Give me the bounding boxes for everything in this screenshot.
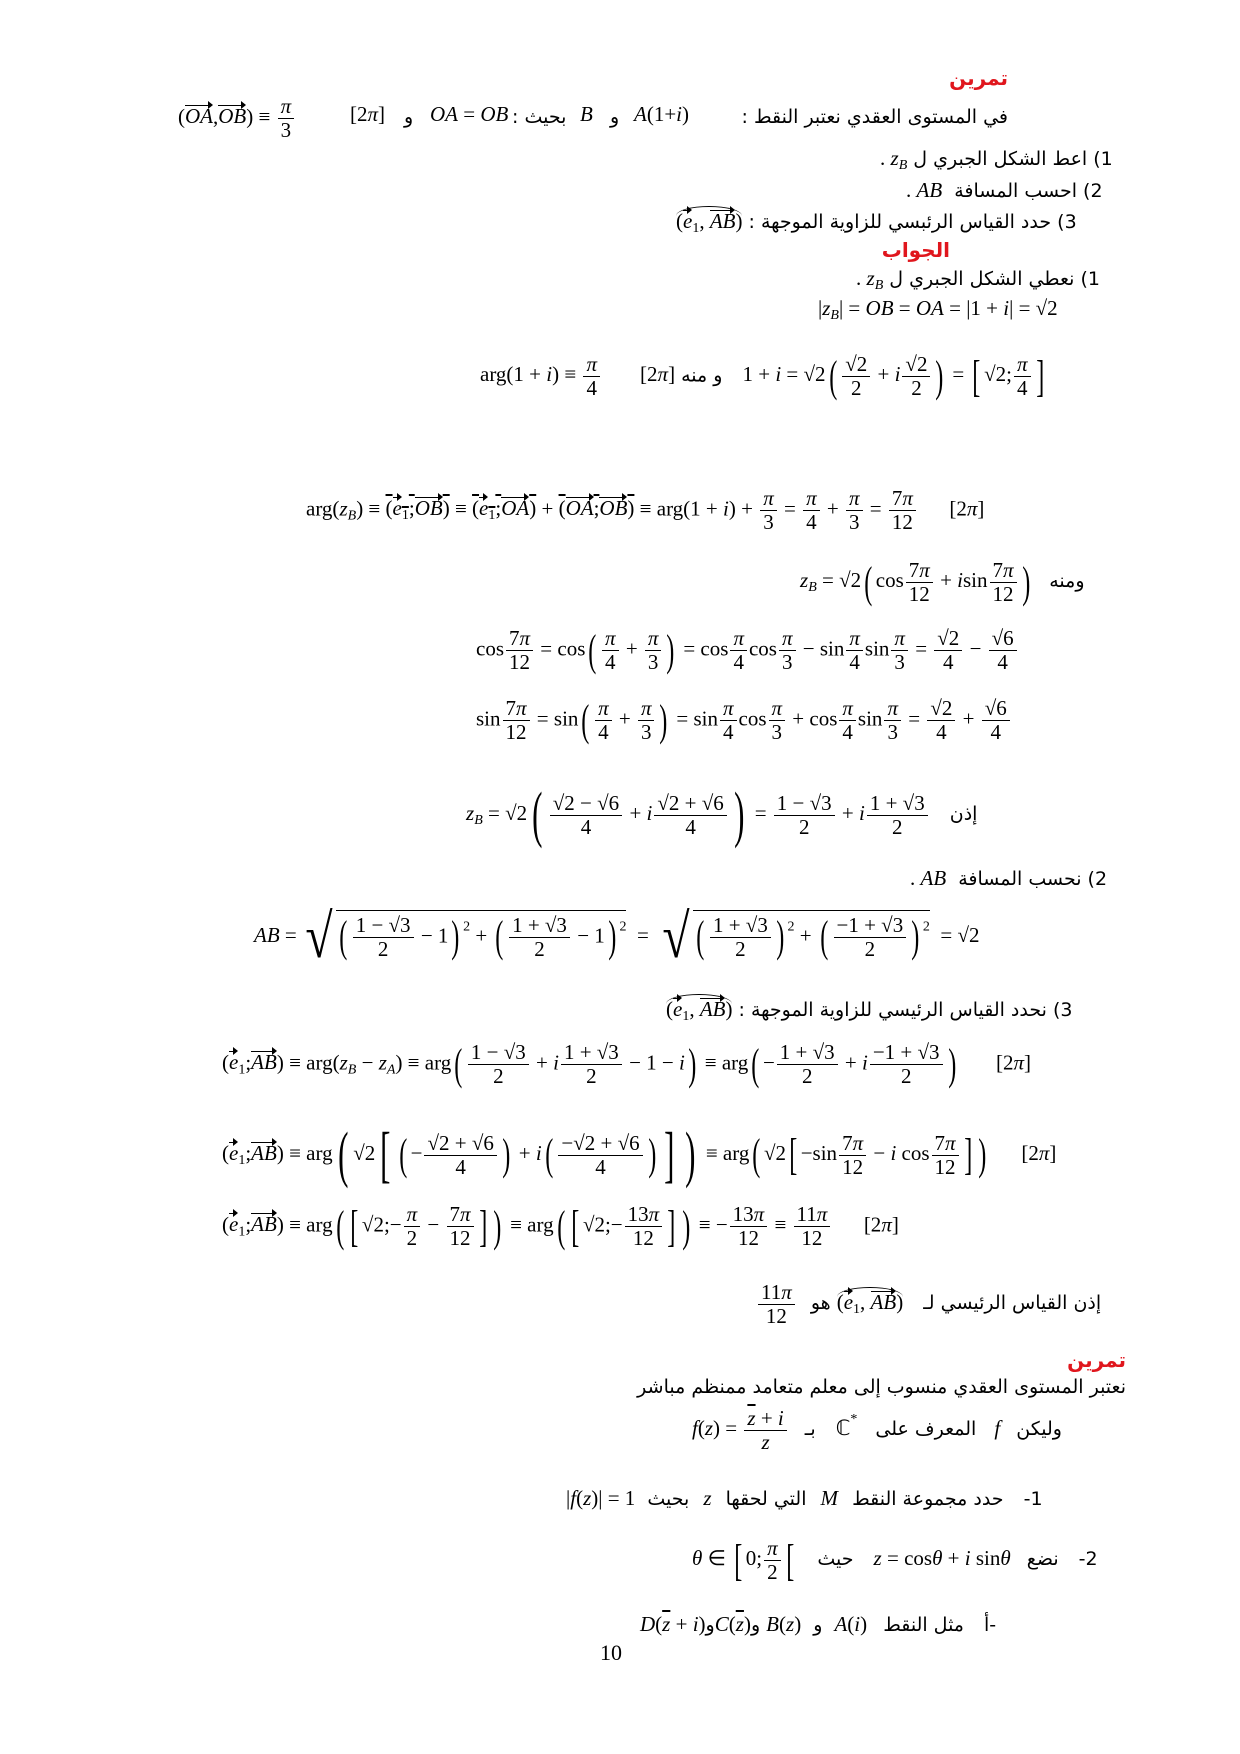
- exercise2-question-1: |f(z)| = 1 بحيث z التي لحقها M حدد مجموعة النقط -1: [566, 1486, 1043, 1510]
- answer-heading: الجواب: [881, 238, 950, 262]
- exercise2-question-a: $D(\overline{z}$ + $i)وC(\overline{z})و$ B(z) و A(i) مثل النقط -أ: [640, 1612, 997, 1636]
- zb-algebraic-form: $z_B = √2$( $\frac{√2 - √6}{4}$ + i $\frac{√2 + √6}{4}$ ) = $\frac{1 - √3}{2}$ + i $\frac{1 + √3}{2}$ إذن: [466, 781, 978, 849]
- cos-equation: cos $\frac{7\pi}{12}$ = cos( $\frac{\pi}{4}$ + $\frac{\pi}{3}$ ) = cos $\frac{\pi}{4}$ cos $\frac{\pi}{3}$ − sin $\frac{\pi}{4}$ sin $\frac{\pi}{3}$ = $\frac{√2}{4}$ − $\frac{√6}{4}$: [476, 628, 1019, 673]
- zb-trig-form: $z_B = √2$( cos $\frac{7\pi}{12}$ + isin $\frac{7\pi}{12}$ ) ومنه: [800, 557, 1085, 607]
- question-1: . $z_B$ 1) اعط الشكل الجبري ل: [880, 146, 1113, 173]
- angle-equation-3: $(e_1;AB) \equiv arg$( [ √2;− $\frac{\pi}{2}$ − $\frac{7\pi}{12}$ ] ) ≡ arg( [ √2;− $\frac{13\pi}{12}$ ] ) ≡ − $\frac{13\pi}{12}$ ≡ $\frac{11\pi}{12}$ [2π]: [222, 1201, 899, 1251]
- ab-distance-equation: AB = √ ( $\frac{1 - √3}{2}$ − 1) $^2$ + ( $\frac{1 + √3}{2}$ − 1) $^2$ = √ ( $\frac{1 + √3}{2}$ ) $^2$ + ( $\frac{-1 + √3}{2}$ ) $^2$ = √2: [254, 903, 980, 971]
- exercise2-question-2: θ ∈ [ 0; $\frac{\pi}{2}$ [ حيث z = cosθ + i sinθ نضع -2: [692, 1535, 1098, 1585]
- answer-1: . $z_B$ 1) نعطي الشكل الجبري ل: [856, 266, 1100, 293]
- page-number: 10: [600, 1640, 622, 1665]
- exercise2-line1: نعتبر المستوى العقدي منسوب إلى معلم متعامد ممنظم مباشر: [637, 1376, 1126, 1398]
- angle-equation-1: $(e_1;AB) \equiv arg(z_B - z_A) \equiv arg$( $\frac{1 - √3}{2}$ + i $\frac{1 + √3}{2}$ − 1 − i) ≡ arg( − $\frac{1 + √3}{2}$ + i $\frac{-1 + √3}{2}$ ) [2π]: [222, 1039, 1031, 1089]
- question-3: ($e_1$, AB) 3) حدد القياس الرئبسي للزاوية الموجهة :: [676, 206, 1077, 236]
- function-definition: f(z) = $\frac{\overline{z} + i}{z}$ بـ ℂ* المعرف على f وليكن: [692, 1406, 1062, 1454]
- exercise2-heading: تمرين: [1067, 1348, 1126, 1372]
- angle-equation-2: $(e_1;AB) \equiv arg$( √2[ ( − $\frac{√2 + √6}{4}$ ) + i( $\frac{-√2 + √6}{4}$ ) ] ) ≡ arg( √2[ −sin $\frac{7\pi}{12}$ − i cos $\frac{7\pi}{12}$ ] ) [2π]: [222, 1121, 1057, 1189]
- question-2: . AB 2) احسب المسافة: [906, 178, 1103, 202]
- sin-equation: sin $\frac{7\pi}{12}$ = sin( $\frac{\pi}{4}$ + $\frac{\pi}{3}$ ) = sin $\frac{\pi}{4}$ cos $\frac{\pi}{3}$ + cos $\frac{\pi}{4}$ sin $\frac{\pi}{3}$ = $\frac{√2}{4}$ + $\frac{√6}{4}$: [476, 698, 1012, 743]
- answer-2: . AB 2) نحسب المسافة: [910, 866, 1108, 890]
- exercise-heading: تمرين: [949, 66, 1008, 90]
- answer-3: ($e_1$, AB) 3) نحدد القياس الرئيسي للزاوية الموجهة :: [666, 994, 1072, 1024]
- modulus-equation: $|z_B|$ = OB = OA = |1 + i| = √2: [818, 296, 1058, 323]
- exercise1-statement: (OA,OB) ≡ $\frac{\pi}{3}$ [2π] و OA = OB بحيث : B و A(1+i) في المستوى العقدي نعتبر النقط :: [178, 94, 1008, 142]
- angle-conclusion: $\frac{11\pi}{12}$ هو ($e_1$, AB) إذن القياس الرئيسي لـ: [756, 1282, 1101, 1327]
- arg-equation-1: arg(1 + i) ≡ $\frac{\pi}{4}$ [2π] و منه 1 + i = √2( $\frac{√2}{2}$ + i $\frac{√2}{2}$ ) = [ √2; $\frac{\pi}{4}$ ]: [480, 351, 1044, 401]
- arg-zb-equation: $arg(z_B)$ ≡ $(e_1;OB)$ ≡ $(e_1;OA)$ + (OA;OB) ≡ arg(1 + i) + $\frac{\pi}{3}$ = $\frac{\pi}{4}$ + $\frac{\pi}{3}$ = $\frac{7\pi}{12}$ [2π]: [306, 486, 985, 534]
